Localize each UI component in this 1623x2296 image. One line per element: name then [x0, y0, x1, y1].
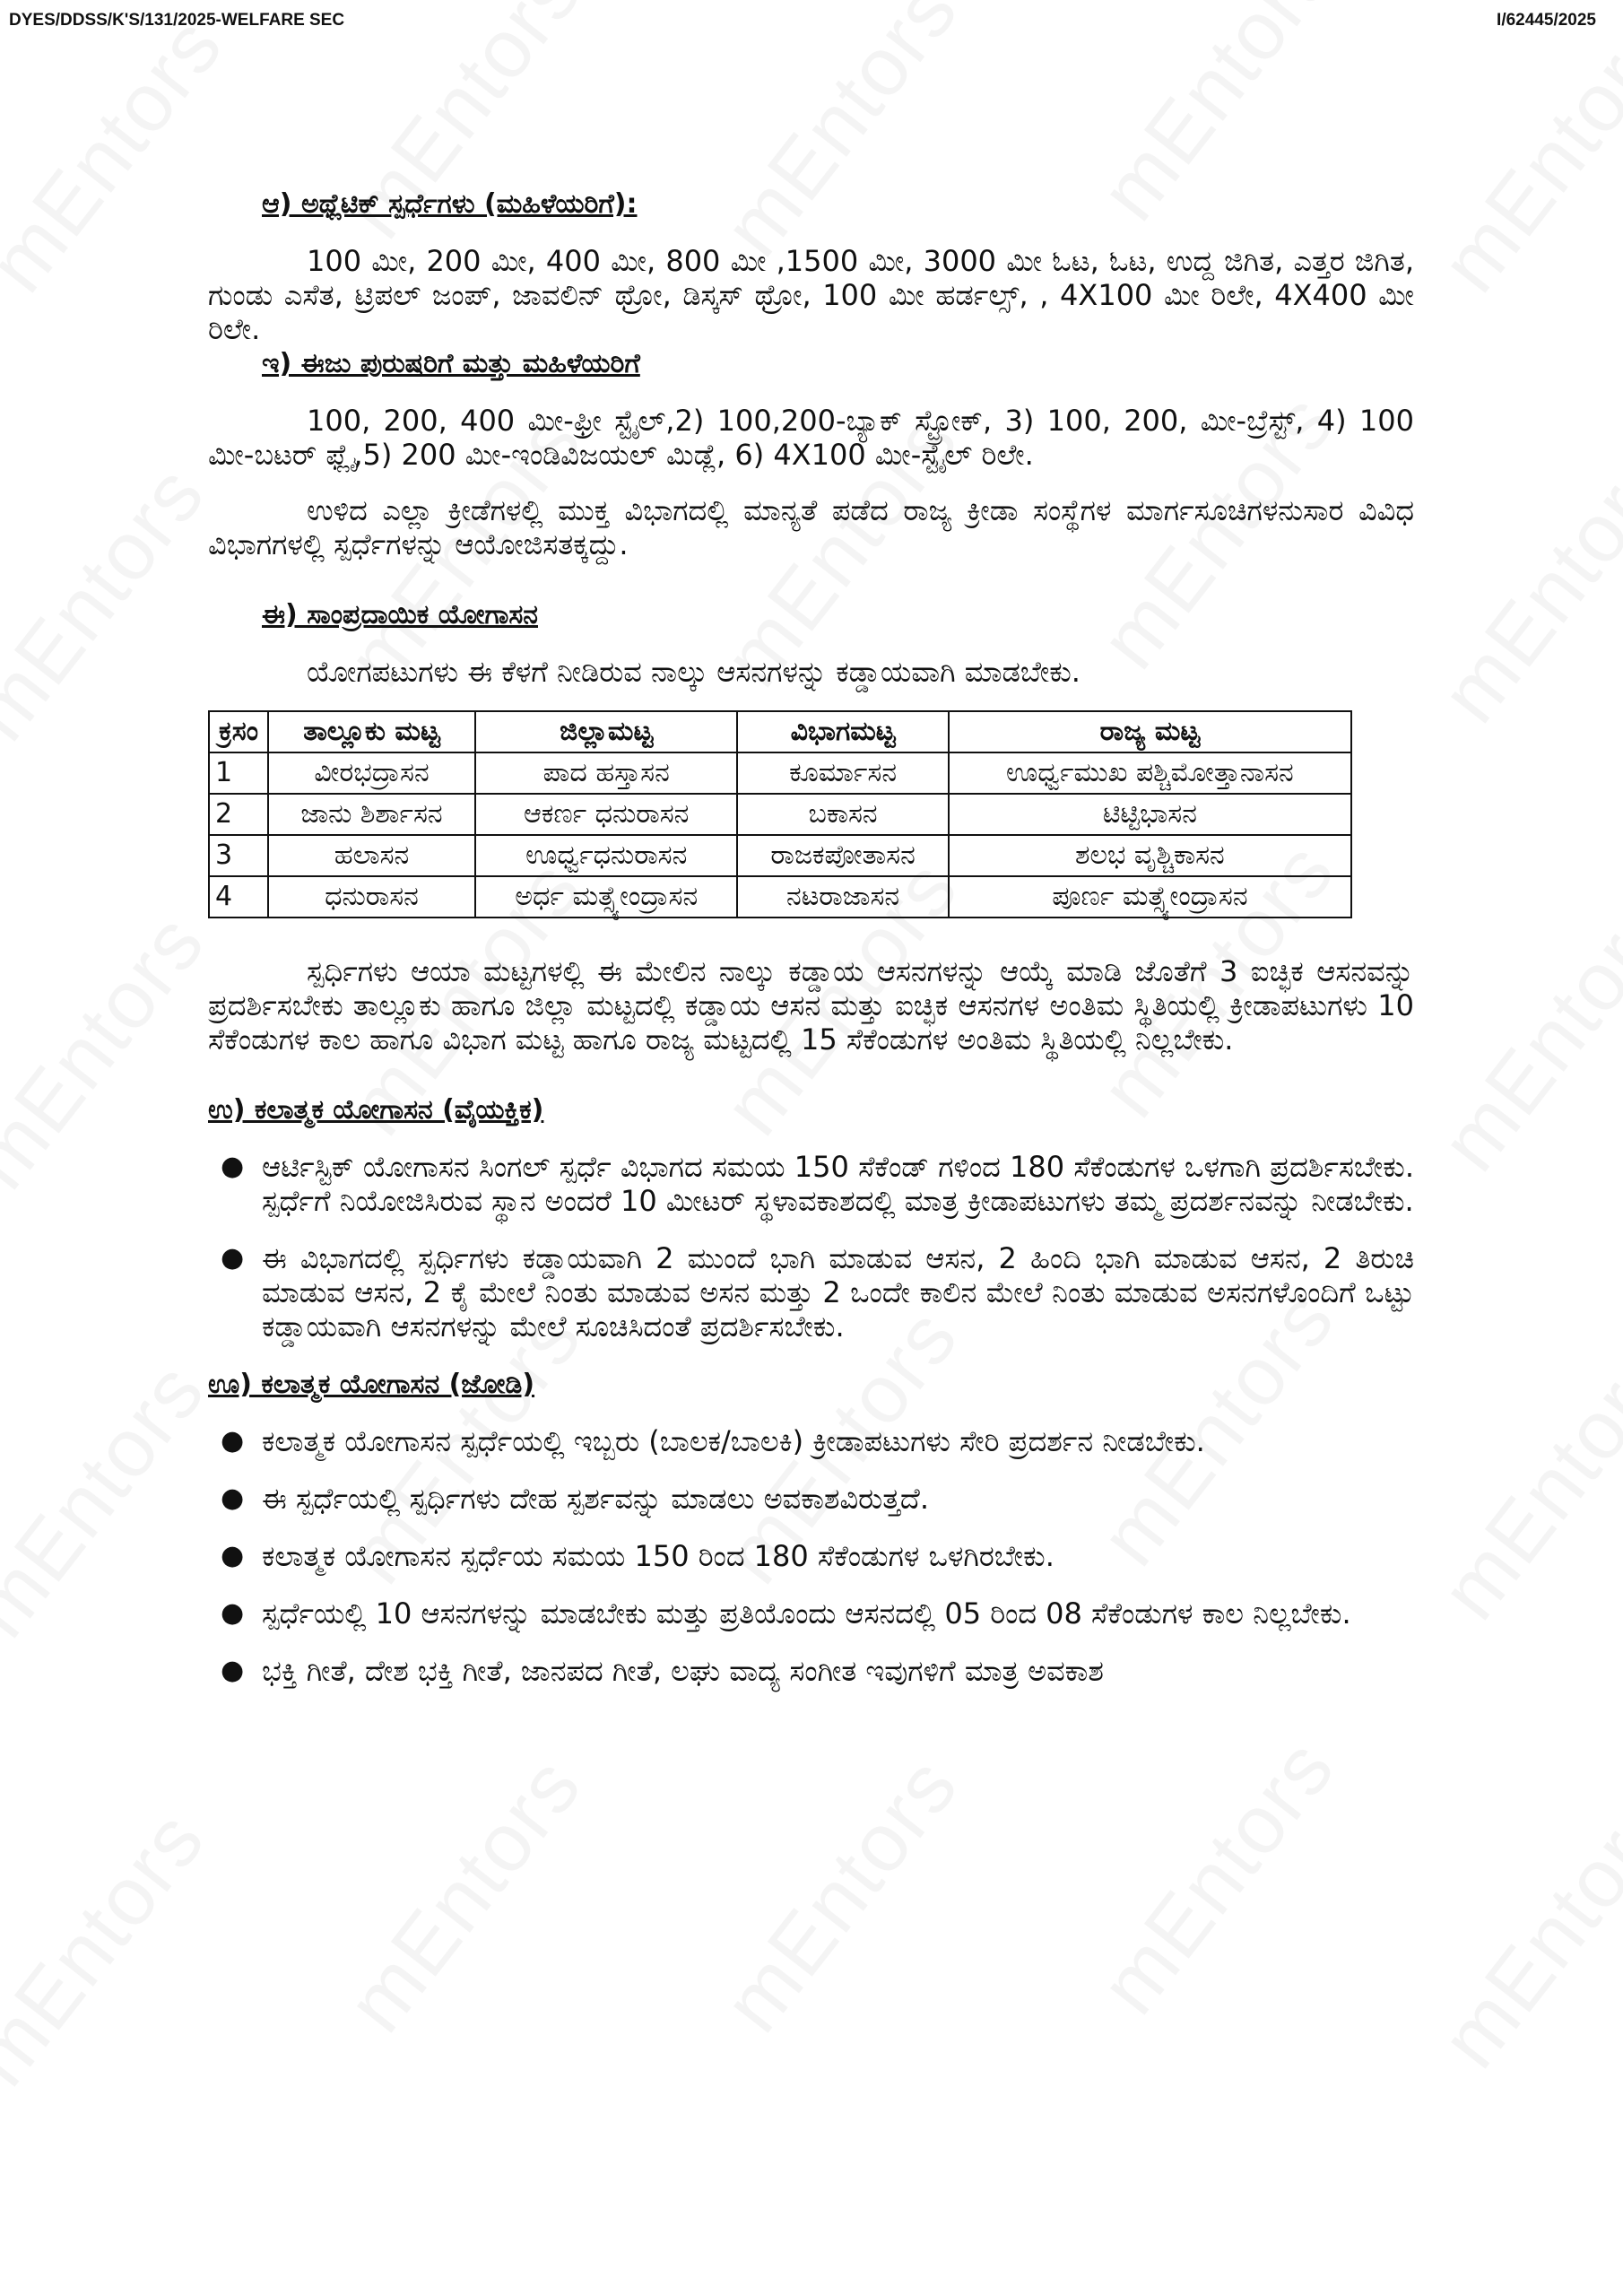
table-header-cell: ವಿಭಾಗಮಟ್ಟ	[737, 711, 948, 752]
table-row	[209, 876, 1351, 918]
bullet-icon: ●	[221, 1242, 245, 1274]
list-item	[221, 1150, 1414, 1218]
table-header-cell: ಜಿಲ್ಲಾಮಟ್ಟ	[475, 711, 737, 752]
bullet-icon: ●	[221, 1425, 245, 1457]
bullet-icon: ●	[221, 1540, 245, 1571]
table-row	[209, 794, 1351, 835]
table-cell: 4	[209, 876, 268, 918]
receipt-number: I/62445/2025	[1497, 11, 1596, 30]
list-item	[221, 1424, 1414, 1458]
list-item-text: ಭಕ್ತಿ ಗೀತೆ, ದೇಶ ಭಕ್ತಿ ಗೀತೆ, ಜಾನಪದ ಗೀತೆ, ಲಘು ವಾದ್ಯ ಸಂಗೀತ ಇವುಗಳಿಗೆ ಮಾತ್ರ ಅವಕಾಶ	[262, 1654, 1104, 1688]
list-item	[221, 1482, 1414, 1516]
table-cell: ಊರ್ಧ್ವಧನುರಾಸನ	[475, 835, 737, 876]
table-cell: ಊರ್ಧ್ವಮುಖ ಪಶ್ಚಿಮೋತ್ತಾನಾಸನ	[949, 752, 1351, 794]
table-header-cell: ಕ್ರಸಂ	[209, 711, 268, 752]
table-row	[209, 752, 1351, 794]
other-sports-text: ಉಳಿದ ಎಲ್ಲಾ ಕ್ರೀಡೆಗಳಲ್ಲಿ ಮುಕ್ತ ವಿಭಾಗದಲ್ಲಿ ಮಾನ್ಯತೆ ಪಡೆದ ರಾಜ್ಯ ಕ್ರೀಡಾ ಸಂಸ್ಥೆಗಳ ಮಾರ್ಗಸೂಚಿಗಳನುಸಾರ ವಿವಿಧ ವಿಭಾಗಗಳಲ್ಲಿ ಸ್ಪರ್ಧೆಗಳನ್ನು ಆಯೋಜಿಸತಕ್ಕದ್ದು.	[208, 493, 1414, 561]
table-header-cell: ರಾಜ್ಯ ಮಟ್ಟ	[949, 711, 1351, 752]
list-item	[221, 1241, 1414, 1344]
yoga-intro-text: ಯೋಗಪಟುಗಳು ಈ ಕೆಳಗೆ ನೀಡಿರುವ ನಾಲ್ಕು ಆಸನಗಳನ್ನು ಕಡ್ಡಾಯವಾಗಿ ಮಾಡಬೇಕು.	[307, 655, 1081, 689]
table-cell: ನಟರಾಜಾಸನ	[737, 876, 948, 918]
table-cell: ಟಿಟ್ಟಿಭಾಸನ	[949, 794, 1351, 835]
table-cell: ಧನುರಾಸನ	[268, 876, 475, 918]
table-cell: ಜಾನು ಶಿರ್ಶಾಸನ	[268, 794, 475, 835]
list-item	[221, 1654, 1414, 1688]
table-header-cell: ತಾಲ್ಲೂಕು ಮಟ್ಟ	[268, 711, 475, 752]
swimming-events-text: 100, 200, 400 ಮೀ-ಫ್ರೀ ಸ್ಟೈಲ್,2) 100,200-ಬ್ಯಾಕ್ ಸ್ಟ್ರೋಕ್, 3) 100, 200, ಮೀ-ಬ್ರೆಸ್ಟ್, 4) 100 ಮೀ-ಬಟರ್ ಫ್ಲೈ,5) 200 ಮೀ-ಇಂಡಿವಿಜಯಲ್ ಮಿಡ್ಲೆ, 6) 4X100 ಮೀ-ಸ್ಟೈಲ್ ರಿಲೇ.	[208, 404, 1414, 472]
section-heading-traditional-yoga: ಈ) ಸಾಂಪ್ರದಾಯಿಕ ಯೋಗಾಸನ	[262, 599, 538, 631]
asana-table	[208, 710, 1352, 918]
athletics-events-text: 100 ಮೀ, 200 ಮೀ, 400 ಮೀ, 800 ಮೀ ,1500 ಮೀ, 3000 ಮೀ ಓಟ, ಓಟ, ಉದ್ದ ಜಿಗಿತ, ಎತ್ತರ ಜಿಗಿತ, ಗುಂಡು ಎಸೆತ, ಟ್ರಿಪಲ್ ಜಂಪ್, ಜಾವಲಿನ್ ಥ್ರೋ, ಡಿಸ್ಕಸ್ ಥ್ರೋ, 100 ಮೀ ಹರ್ಡಲ್ಸ್, , 4X100 ಮೀ ರಿಲೇ, 4X400 ಮೀ ರಿಲೇ.	[208, 244, 1414, 346]
section-heading-artistic-pair: ಊ) ಕಲಾತ್ಮಕ ಯೋಗಾಸನ (ಜೋಡಿ)	[208, 1369, 535, 1400]
artistic-pair-list	[208, 1424, 1414, 1688]
table-header-row	[209, 711, 1351, 752]
file-reference: DYES/DDSS/K'S/131/2025-WELFARE SEC	[9, 11, 345, 30]
list-item	[221, 1596, 1414, 1631]
table-cell: ಕೂರ್ಮಾಸನ	[737, 752, 948, 794]
table-cell: ರಾಜಕಪೋತಾಸನ	[737, 835, 948, 876]
list-item-text: ಸ್ಪರ್ಧೆಯಲ್ಲಿ 10 ಆಸನಗಳನ್ನು ಮಾಡಬೇಕು ಮತ್ತು ಪ್ರತಿಯೊಂದು ಆಸನದಲ್ಲಿ 05 ರಿಂದ 08 ಸೆಕೆಂಡುಗಳ ಕಾಲ ನಿಲ್ಲಬೇಕು.	[262, 1596, 1351, 1631]
section-heading-swimming: ಇ) ಈಜು ಪುರುಷರಿಗೆ ಮತ್ತು ಮಹಿಳೆಯರಿಗೆ	[262, 348, 640, 379]
list-item-text: ಕಲಾತ್ಮಕ ಯೋಗಾಸನ ಸ್ಪರ್ಧೆಯ ಸಮಯ 150 ರಿಂದ 180 ಸೆಕೆಂಡುಗಳ ಒಳಗಿರಬೇಕು.	[262, 1539, 1055, 1573]
artistic-single-list	[208, 1150, 1414, 1344]
list-item-text: ಈ ಸ್ಪರ್ಧೆಯಲ್ಲಿ ಸ್ಪರ್ಧಿಗಳು ದೇಹ ಸ್ಪರ್ಶವನ್ನು ಮಾಡಲು ಅವಕಾಶವಿರುತ್ತದೆ.	[262, 1482, 930, 1516]
table-row	[209, 835, 1351, 876]
table-cell: ಹಲಾಸನ	[268, 835, 475, 876]
table-cell: ಪಾದ ಹಸ್ತಾಸನ	[475, 752, 737, 794]
bullet-icon: ●	[221, 1597, 245, 1629]
section-heading-artistic-single: ಉ) ಕಲಾತ್ಮಕ ಯೋಗಾಸನ (ವೈಯಕ್ತಿಕ)	[208, 1094, 544, 1126]
list-item-text: ಆರ್ಟಿಸ್ಟಿಕ್ ಯೋಗಾಸನ ಸಿಂಗಲ್ ಸ್ಪರ್ಧೆ ವಿಭಾಗದ ಸಮಯ 150 ಸೆಕೆಂಡ್ ಗಳಿಂದ 180 ಸೆಕೆಂಡುಗಳ ಒಳಗಾಗಿ ಪ್ರದರ್ಶಿಸಬೇಕು. ಸ್ಪರ್ಧೆಗೆ ನಿಯೋಜಿಸಿರುವ ಸ್ಥಾನ ಅಂದರೆ 10 ಮೀಟರ್ ಸ್ಥಳಾವಕಾಶದಲ್ಲಿ ಮಾತ್ರ ಕ್ರೀಡಾಪಟುಗಳು ತಮ್ಮ ಪ್ರದರ್ಶನವನ್ನು ನೀಡಬೇಕು.	[262, 1150, 1414, 1218]
list-item-text: ಕಲಾತ್ಮಕ ಯೋಗಾಸನ ಸ್ಪರ್ಧೆಯಲ್ಲಿ ಇಬ್ಬರು (ಬಾಲಕ/ಬಾಲಕಿ) ಕ್ರೀಡಾಪಟುಗಳು ಸೇರಿ ಪ್ರದರ್ಶನ ನೀಡಬೇಕು.	[262, 1424, 1205, 1458]
table-cell: 1	[209, 752, 268, 794]
section-heading-athletics: ಆ) ಅಥ್ಲೆಟಿಕ್ ಸ್ಪರ್ಧೆಗಳು (ಮಹಿಳೆಯರಿಗೆ):	[262, 188, 638, 220]
document-body	[208, 187, 1414, 1711]
table-cell: ಪೂರ್ಣ ಮತ್ಸ್ಯೇಂದ್ರಾಸನ	[949, 876, 1351, 918]
bullet-icon: ●	[221, 1151, 245, 1182]
list-item-text: ಈ ವಿಭಾಗದಲ್ಲಿ ಸ್ಪರ್ಧಿಗಳು ಕಡ್ಡಾಯವಾಗಿ 2 ಮುಂದೆ ಭಾಗಿ ಮಾಡುವ ಆಸನ, 2 ಹಿಂದಿ ಭಾಗಿ ಮಾಡುವ ಆಸನ, 2 ತಿರುಚಿ ಮಾಡುವ ಆಸನ, 2 ಕೈ ಮೇಲೆ ನಿಂತು ಮಾಡುವ ಅಸನ ಮತ್ತು 2 ಒಂದೇ ಕಾಲಿನ ಮೇಲೆ ನಿಂತು ಮಾಡುವ ಅಸನಗಳೊಂದಿಗೆ ಒಟ್ಟು ಕಡ್ಡಾಯವಾಗಿ ಆಸನಗಳನ್ನು ಮೇಲೆ ಸೂಚಿಸಿದಂತೆ ಪ್ರದರ್ಶಿಸಬೇಕು.	[262, 1241, 1414, 1344]
table-cell: ಆಕರ್ಣ ಧನುರಾಸನ	[475, 794, 737, 835]
table-cell: 2	[209, 794, 268, 835]
table-cell: 3	[209, 835, 268, 876]
table-cell: ಅರ್ಧ ಮತ್ಸ್ಯೇಂದ್ರಾಸನ	[475, 876, 737, 918]
bullet-icon: ●	[221, 1655, 245, 1686]
table-cell: ಬಕಾಸನ	[737, 794, 948, 835]
table-cell: ಶಲಭ ವೃಶ್ಚಿಕಾಸನ	[949, 835, 1351, 876]
bullet-icon: ●	[221, 1483, 245, 1514]
table-cell: ವೀರಭದ್ರಾಸನ	[268, 752, 475, 794]
list-item	[221, 1539, 1414, 1573]
yoga-rules-text: ಸ್ಪರ್ಧಿಗಳು ಆಯಾ ಮಟ್ಟಗಳಲ್ಲಿ ಈ ಮೇಲಿನ ನಾಲ್ಕು ಕಡ್ಡಾಯ ಆಸನಗಳನ್ನು ಆಯ್ಕೆ ಮಾಡಿ ಜೊತೆಗೆ 3 ಐಚ್ಛಿಕ ಆಸನವನ್ನು ಪ್ರದರ್ಶಿಸಬೇಕು ತಾಲ್ಲೂಕು ಹಾಗೂ ಜಿಲ್ಲಾ ಮಟ್ಟದಲ್ಲಿ ಕಡ್ಡಾಯ ಆಸನ ಮತ್ತು ಐಚ್ಛಿಕ ಆಸನಗಳ ಅಂತಿಮ ಸ್ಥಿತಿಯಲ್ಲಿ ಕ್ರೀಡಾಪಟುಗಳು 10 ಸೆಕೆಂಡುಗಳ ಕಾಲ ಹಾಗೂ ವಿಭಾಗ ಮಟ್ಟ ಹಾಗೂ ರಾಜ್ಯ ಮಟ್ಟದಲ್ಲಿ 15 ಸೆಕೆಂಡುಗಳ ಅಂತಿಮ ಸ್ಥಿತಿಯಲ್ಲಿ ನಿಲ್ಲಬೇಕು.	[208, 954, 1414, 1057]
